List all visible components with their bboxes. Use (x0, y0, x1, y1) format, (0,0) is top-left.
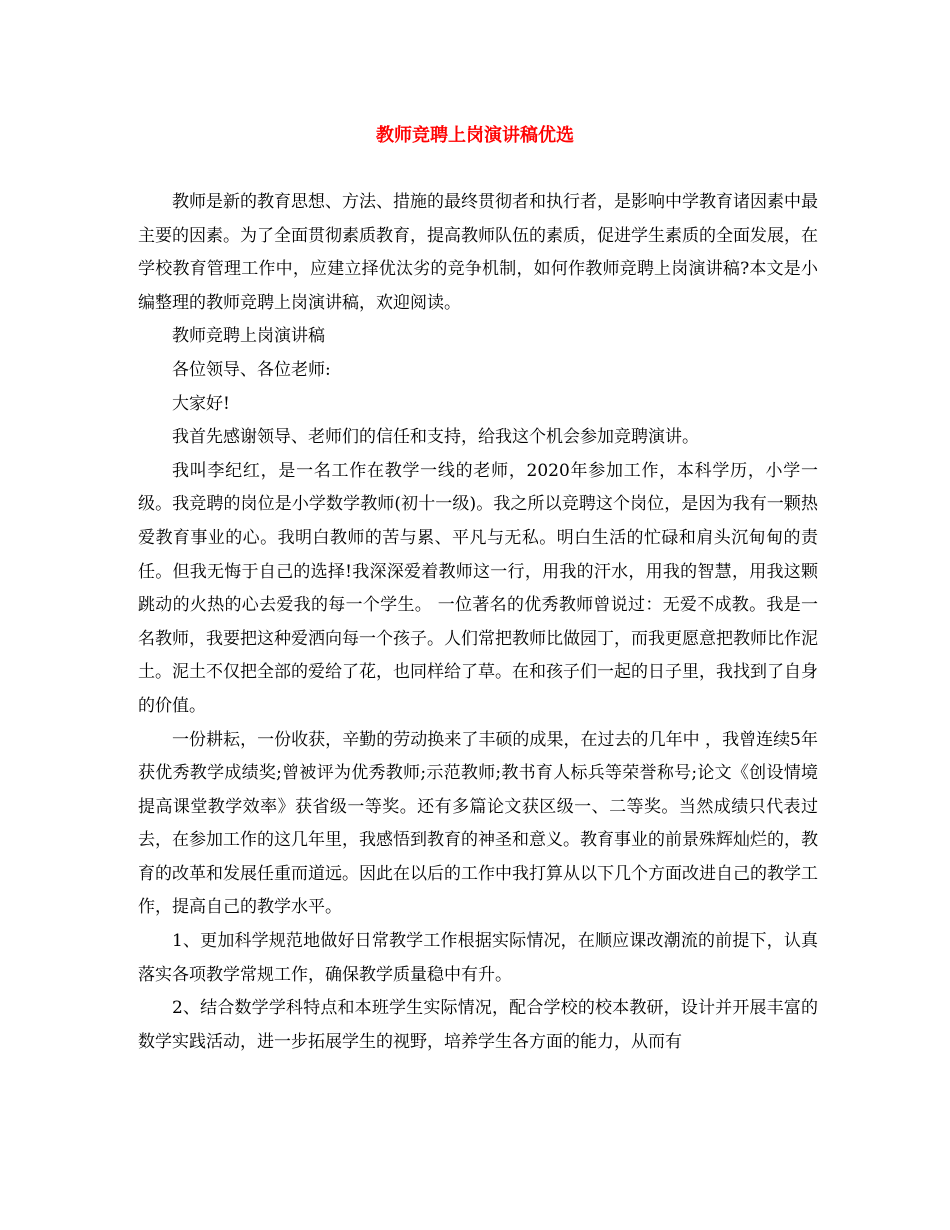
paragraph-achievements: 一份耕耘，一份收获，辛勤的劳动换来了丰硕的成果，在过去的几年中 ，我曾连续5年获优秀教学成绩奖;曾被评为优秀教师;示范教师;教书育人标兵等荣誉称号;论文《创设情境 提高课堂教学效率》获省级一等奖。还有多篇论文获区级一、二等奖。当然成绩只代表过去，在参加工作的这几年里，我感悟到教育的神圣和意义。教育事业的前景殊辉灿烂的，教育的改革和发展任重而道远。因此在以后的工作中我打算从以下几个方面改进自己的教学工作，提高自己的教学水平。 (138, 729, 818, 918)
paragraph-intro: 教师是新的教育思想、方法、措施的最终贯彻者和执行者，是影响中学教育诸因素中最主要的因素。为了全面贯彻素质教育，提高教师队伍的素质，促进学生素质的全面发展，在学校教育管理工作中，应建立择优汰劣的竞争机制，如何作教师竞聘上岗演讲稿?本文是小编整理的教师竞聘上岗演讲稿，欢迎阅读。 (138, 192, 818, 313)
paragraph-plan-2: 2、结合数学学科特点和本班学生实际情况，配合学校的校本教研，设计并开展丰富的数学实践活动，进一步拓展学生的视野，培养学生各方面的能力，从而有 (138, 998, 818, 1052)
paragraph-plan-1: 1、更加科学规范地做好日常教学工作根据实际情况，在顺应课改潮流的前提下，认真落实各项教学常规工作，确保教学质量稳中有升。 (138, 931, 818, 985)
document-title: 教师竞聘上岗演讲稿优选 (376, 125, 574, 146)
paragraph-self-introduction: 我叫李纪红，是一名工作在教学一线的老师，2020年参加工作，本科学历，小学一级。我竞聘的岗位是小学数学教师(初十一级)。我之所以竞聘这个岗位，是因为我有一颗热爱教育事业的心。我明白教师的苦与累、平凡与无私。明白生活的忙碌和肩头沉甸甸的责任。但我无悔于自己的选择!我深深爱着教师这一行，用我的汗水，用我的智慧，用我这颗跳动的火热的心去爱我的每一个学生。 一位著名的优秀教师曾说过：无爱不成教。我是一名教师，我要把这种爱洒向每一个孩子。人们常把教师比做园丁，而我更愿意把教师比作泥土。泥土不仅把全部的爱给了花，也同样给了草。在和孩子们一起的日子里，我找到了自身的价值。 (138, 460, 818, 716)
paragraph-subtitle: 教师竞聘上岗演讲稿 (172, 326, 325, 347)
paragraph-thanks: 我首先感谢领导、老师们的信任和支持，给我这个机会参加竞聘演讲。 (172, 427, 699, 448)
paragraph-greeting: 大家好! (172, 393, 230, 414)
paragraph-salutation: 各位领导、各位老师: (172, 359, 331, 380)
document-body (138, 186, 818, 1059)
